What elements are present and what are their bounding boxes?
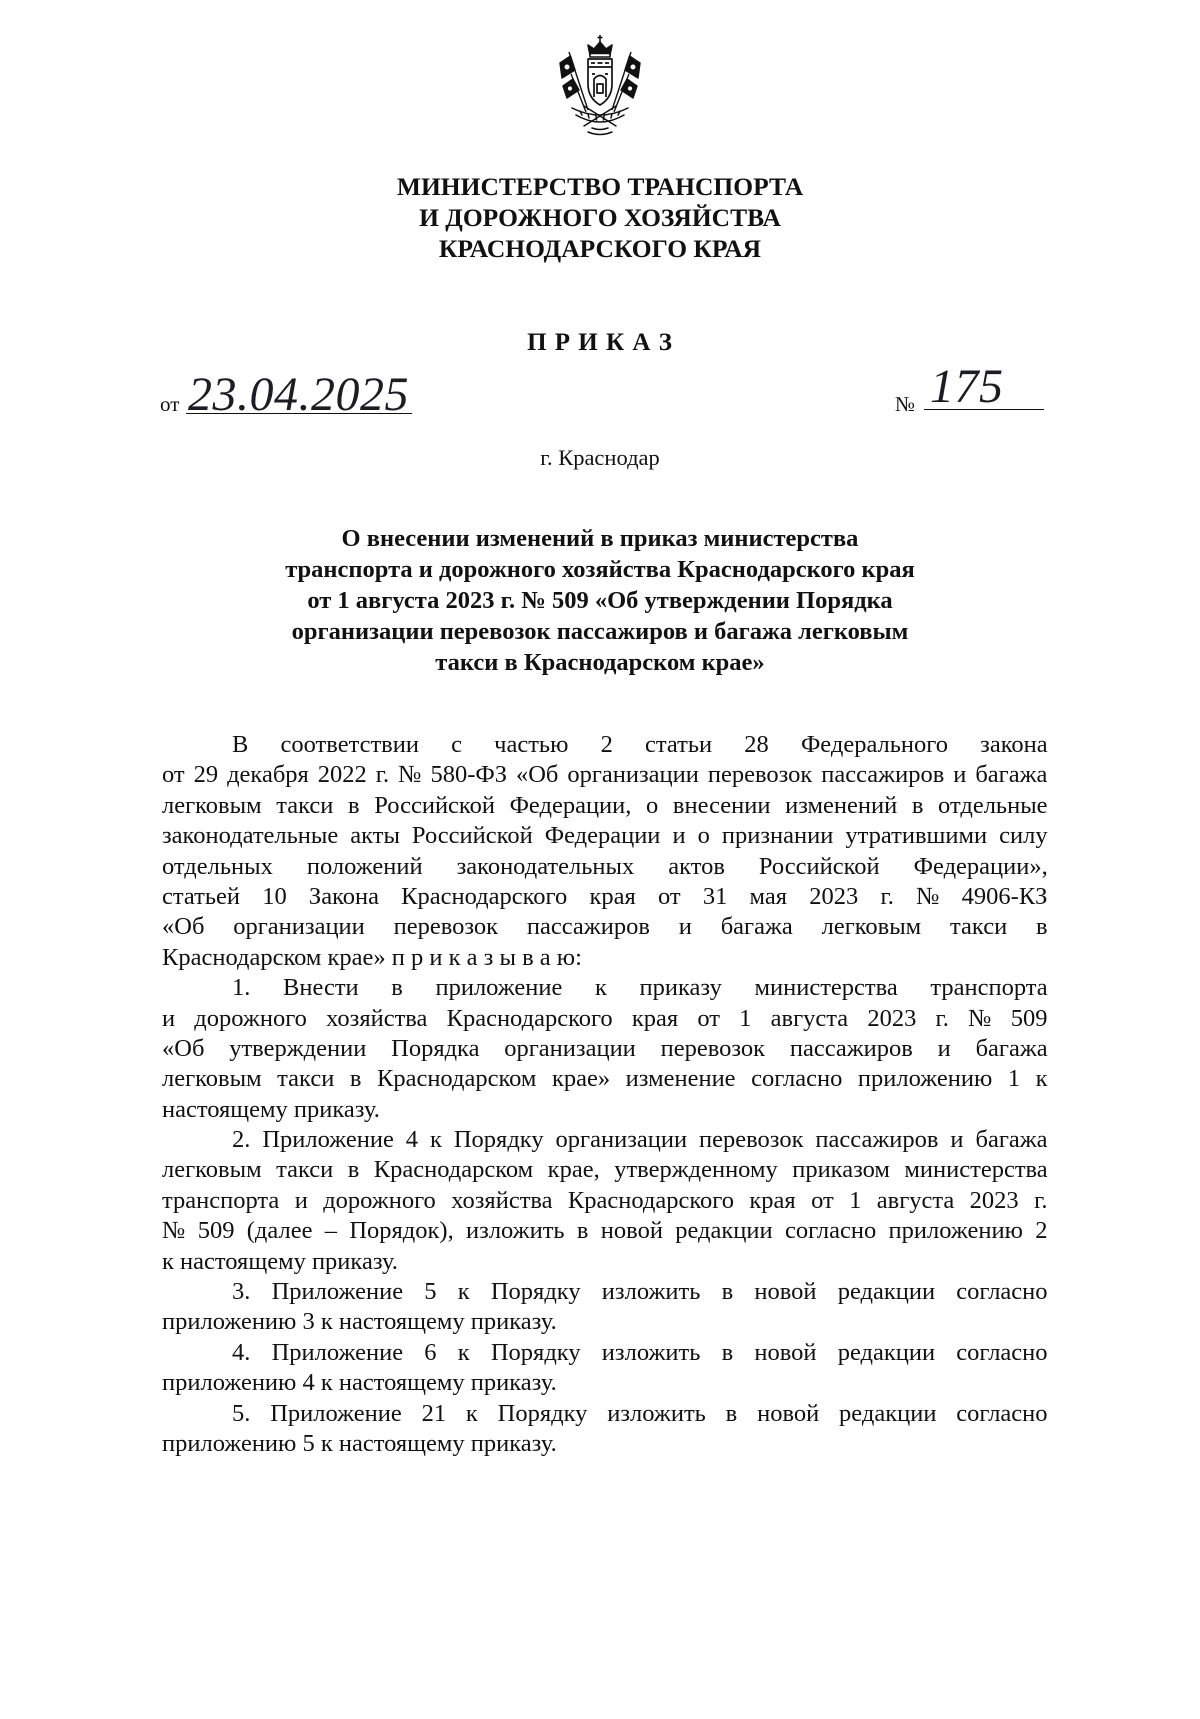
order-subject-title xyxy=(150,523,1050,678)
text-line: статьей 10 Закона Краснодарского края от 31 мая 2023 г. № 4906-КЗ xyxy=(162,882,1048,910)
text-line: приложению 5 к настоящему приказу. xyxy=(162,1429,557,1457)
item-1-paragraph xyxy=(162,973,1048,1125)
item-3-paragraph xyxy=(162,1277,1048,1338)
document-type-title: П Р И К А З xyxy=(527,329,673,356)
text-line: 2. Приложение 4 к Порядку организации перевозок пассажиров и багажа xyxy=(232,1126,1048,1154)
text-line: 3. Приложение 5 к Порядку изложить в новой редакции согласно xyxy=(232,1278,1048,1306)
subject-line: такси в Краснодарском крае» xyxy=(435,649,765,676)
text-line: транспорта и дорожного хозяйства Краснодарского края от 1 августа 2023 г. xyxy=(162,1186,1048,1214)
left-flags-shape xyxy=(560,52,588,112)
ministry-name-line: И ДОРОЖНОГО ХОЗЯЙСТВА xyxy=(419,203,781,232)
right-flags-shape xyxy=(612,52,640,112)
text-line: настоящему приказу. xyxy=(162,1095,380,1123)
text-line: легковым такси в Краснодарском крае, утвержденному приказом министерства xyxy=(162,1156,1048,1184)
subject-line: организации перевозок пассажиров и багажа легковым xyxy=(291,618,909,645)
number-prefix: № xyxy=(895,392,916,416)
handwritten-date: 23.04.2025 xyxy=(188,368,409,421)
shield-shape xyxy=(588,59,612,105)
text-line: приложению 4 к настоящему приказу. xyxy=(162,1369,557,1397)
text-line: отдельных положений законодательных актов Российской Федерации», xyxy=(162,852,1048,880)
number-underline xyxy=(924,409,1044,410)
coat-of-arms-icon xyxy=(558,34,642,138)
text-line: легковым такси в Краснодарском крае» изменение согласно приложению 1 к xyxy=(162,1065,1048,1093)
text-line: В соответствии с частью 2 статьи 28 Федерального закона xyxy=(232,731,1048,758)
text-line: от 29 декабря 2022 г. № 580-ФЗ «Об организации перевозок пассажиров и багажа xyxy=(162,761,1048,789)
ministry-name-line: КРАСНОДАРСКОГО КРАЯ xyxy=(438,234,762,263)
ministry-name xyxy=(150,171,1050,264)
handwritten-order-number: 175 xyxy=(930,360,1004,413)
date-prefix: от xyxy=(160,392,180,416)
subject-line: О внесении изменений в приказ министерства xyxy=(341,525,859,552)
preamble-paragraph xyxy=(162,730,1048,973)
text-line: «Об утверждении Порядка организации перевозок пассажиров и багажа xyxy=(162,1034,1048,1062)
order-body-text xyxy=(162,730,1048,1459)
crown-shape xyxy=(588,35,612,57)
item-5-paragraph xyxy=(162,1399,1048,1460)
text-line: 5. Приложение 21 к Порядку изложить в новой редакции согласно xyxy=(232,1399,1048,1427)
text-line: Краснодарском крае» п р и к а з ы в а ю: xyxy=(162,943,582,971)
text-line: и дорожного хозяйства Краснодарского края от 1 августа 2023 г. № 509 xyxy=(162,1004,1048,1032)
subject-line: транспорта и дорожного хозяйства Краснодарского края xyxy=(285,556,915,583)
text-line: «Об организации перевозок пассажиров и багажа легковым такси в xyxy=(162,913,1048,941)
text-line: № 509 (далее – Порядок), изложить в новой редакции согласно приложению 2 xyxy=(162,1217,1048,1245)
date-underline xyxy=(186,413,412,414)
item-4-paragraph xyxy=(162,1338,1048,1399)
item-2-paragraph xyxy=(162,1125,1048,1277)
text-line: легковым такси в Российской Федерации, о внесении изменений в отдельные xyxy=(162,791,1048,819)
text-line: законодательные акты Российской Федерации и о признании утратившими силу xyxy=(162,822,1048,850)
subject-line: от 1 августа 2023 г. № 509 «Об утверждении Порядка xyxy=(307,587,893,614)
ministry-name-line: МИНИСТЕРСТВО ТРАНСПОРТА xyxy=(396,172,804,201)
text-line: приложению 3 к настоящему приказу. xyxy=(162,1308,557,1336)
text-line: 4. Приложение 6 к Порядку изложить в новой редакции согласно xyxy=(232,1338,1048,1366)
city-name: г. Краснодар xyxy=(540,445,660,470)
text-line: к настоящему приказу. xyxy=(162,1247,398,1275)
text-line: 1. Внести в приложение к приказу министерства транспорта xyxy=(232,974,1048,1002)
base-ribbon-shape xyxy=(572,106,628,135)
